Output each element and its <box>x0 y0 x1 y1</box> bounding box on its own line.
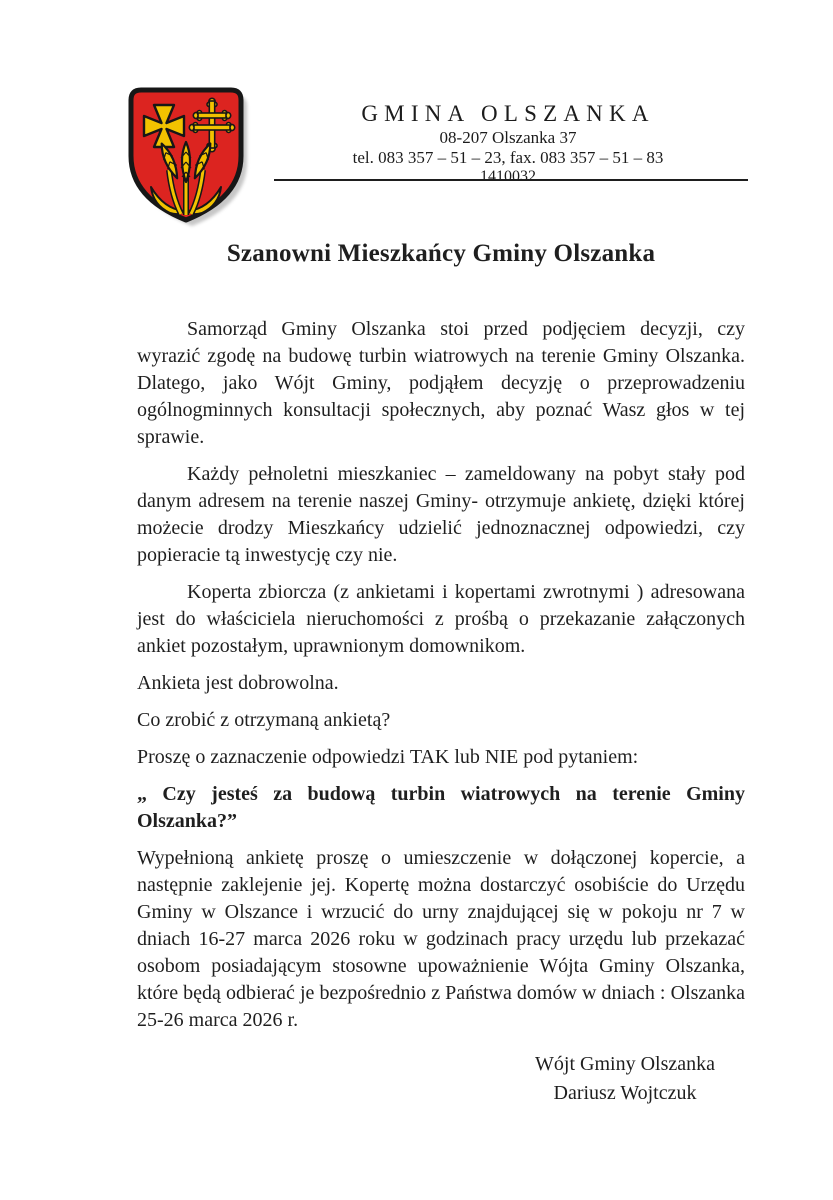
signature-name: Dariusz Wojtczuk <box>553 1082 697 1104</box>
letter-paragraph-return-info: Wypełnioną ankietę proszę o umieszczenie w dołączonej kopercie, a następnie zaklejenie jej. Kopertę można dostarczyć osobiście do Urzędu Gminy w Olszance i wrzucić do urny znajdującej się w pokoju nr 7 w dniach 16-27 marca 2026 roku w godzinach pracy urzędu lub przekazać osobom posiadającym stosowne upoważnienie Wójta Gminy Olszanka, które będą odbierać je bezpośrednio z Państwa domów w dniach : Olszanka 25-26 marca 2026 r. <box>137 847 745 1031</box>
org-name: GMINA OLSZANKA <box>361 101 655 126</box>
letter-paragraph-what-to-do: Co zrobić z otrzymaną ankietą? <box>137 709 391 731</box>
letterhead-divider <box>274 179 748 181</box>
signature-role: Wójt Gminy Olszanka <box>535 1053 715 1075</box>
letter-paragraph-envelope: Koperta zbiorcza (z ankietami i kopertami zwrotnymi ) adresowana jest do właściciela nieruchomości z prośbą o przekazanie załączonych ankiet pozostałym, uprawnionym domownikom. <box>137 581 745 657</box>
org-phone-fax: tel. 083 357 – 51 – 23, fax. 083 357 – 51 – 83 <box>352 148 664 167</box>
org-address: 08-207 Olszanka 37 <box>439 128 577 147</box>
letter-paragraph-intro: Samorząd Gminy Olszanka stoi przed podjęciem decyzji, czy wyrazić zgodę na budowę turbin wiatrowych na terenie Gminy Olszanka. Dlatego, jako Wójt Gminy, podjąłem decyzję o przeprowadzeniu ogólnogminnych konsultacji społecznych, aby poznać Wasz głos w tej sprawie. <box>137 318 745 448</box>
letter-paragraph-instruction: Proszę o zaznaczenie odpowiedzi TAK lub NIE pod pytaniem: <box>137 746 639 768</box>
consultation-question: „ Czy jesteś za budową turbin wiatrowych na terenie Gminy Olszanka?” <box>137 783 745 832</box>
letterhead <box>268 100 748 186</box>
territorial-code: 1410032 <box>480 168 536 185</box>
signature-block <box>458 1050 792 1108</box>
letter-paragraph-voluntary: Ankieta jest dobrowolna. <box>137 672 339 694</box>
olszanka-commune-crest-icon <box>120 84 262 238</box>
letter-paragraph-eligibility: Każdy pełnoletni mieszkaniec – zameldowany na pobyt stały pod danym adresem na terenie naszej Gminy- otrzymuje ankietę, dzięki której możecie drodzy Mieszkańcy udzielić jednoznacznej odpowiedzi, czy popieracie tą inwestycję czy nie. <box>137 463 745 566</box>
letter-body <box>137 238 745 1044</box>
letter-title: Szanowni Mieszkańcy Gminy Olszanka <box>226 240 656 267</box>
